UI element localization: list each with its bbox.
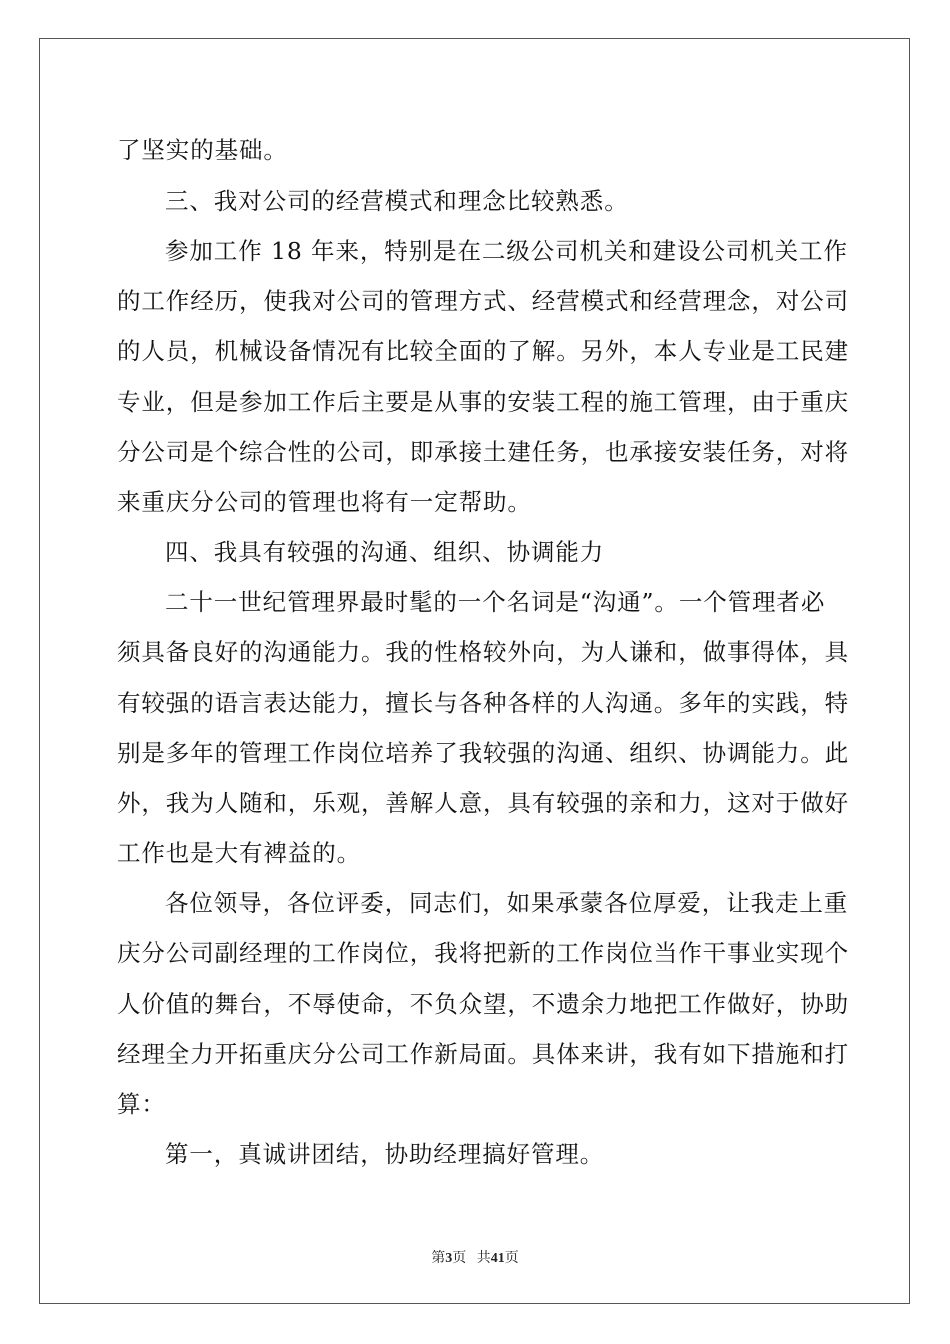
text-line: 第一，真诚讲团结，协助经理搞好管理。 [165,1140,605,1168]
text-line: 别是多年的管理工作岗位培养了我较强的沟通、组织、协调能力。此 [117,739,849,767]
text-line: 分公司是个综合性的公司，即承接土建任务，也承接安装任务，对将 [117,438,849,466]
text-line: 经理全力开拓重庆分公司工作新局面。具体来讲，我有如下措施和打 [117,1040,849,1068]
text-line: 须具备良好的沟通能力。我的性格较外向，为人谦和，做事得体，具 [117,638,849,666]
text-line: 各位领导，各位评委，同志们，如果承蒙各位厚爱，让我走上重 [165,889,849,917]
text-line: 人价值的舞台，不辱使命，不负众望，不遗余力地把工作做好，协助 [117,990,849,1018]
page-footer [0,1247,950,1267]
total-pages: 41 [490,1251,505,1266]
text-line: 参加工作 18 年来，特别是在二级公司机关和建设公司机关工作 [165,237,848,265]
text-line: 来重庆分公司的管理也将有一定帮助。 [117,488,532,516]
section-heading: 三、我对公司的经营模式和理念比较熟悉。 [165,187,629,215]
text-line: 工作也是大有裨益的。 [117,839,361,867]
page-prefix: 第 [431,1251,446,1266]
total-suffix: 页 [504,1251,519,1266]
text-line: 庆分公司副经理的工作岗位，我将把新的工作岗位当作干事业实现个 [117,939,849,967]
text-line: 了坚实的基础。 [117,136,288,164]
text-line: 的人员，机械设备情况有比较全面的了解。另外，本人专业是工民建 [117,337,849,365]
text-line: 算： [117,1090,166,1118]
text-line: 的工作经历，使我对公司的管理方式、经营模式和经营理念，对公司 [117,287,849,315]
text-line: 专业，但是参加工作后主要是从事的安装工程的施工管理，由于重庆 [117,388,849,416]
total-prefix: 共 [476,1251,491,1266]
page-number: 3 [445,1251,453,1266]
text-line: 外，我为人随和，乐观，善解人意，具有较强的亲和力，这对于做好 [117,789,849,817]
page-suffix: 页 [452,1251,467,1266]
text-line: 二十一世纪管理界最时髦的一个名词是“沟通”。一个管理者必 [165,588,826,616]
text-line: 有较强的语言表达能力，擅长与各种各样的人沟通。多年的实践，特 [117,689,849,717]
section-heading: 四、我具有较强的沟通、组织、协调能力 [165,538,605,566]
